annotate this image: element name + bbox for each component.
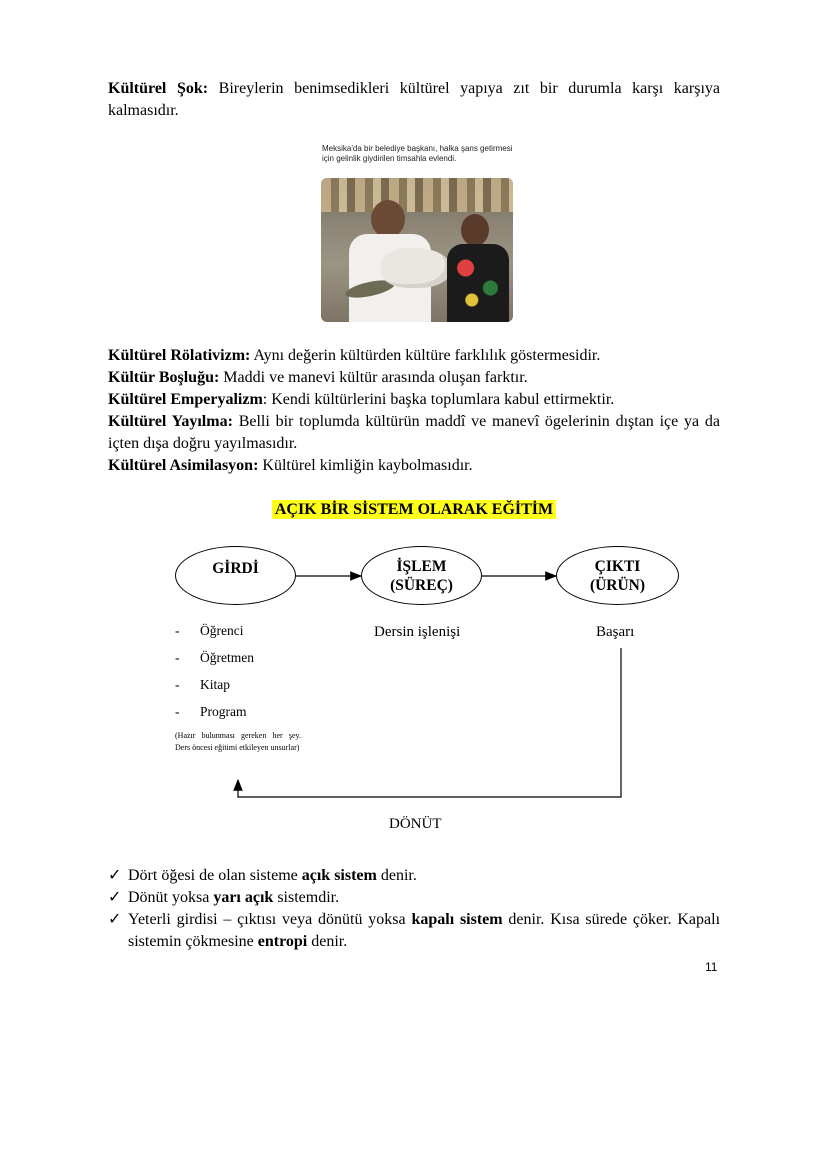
cultural-shock-paragraph: [108, 78, 720, 122]
definition-text: Belli bir toplumda kültürün maddî ve manevî ögelerinin dıştan içe ya da içten dışa doğru yayılmasıdır.: [108, 413, 721, 452]
definition-item: [108, 389, 720, 411]
note-item: ✓ Dönüt yoksa yarı açık sistemdir.: [108, 887, 720, 909]
input-node: [175, 546, 296, 605]
input-list-item: - Program: [175, 704, 247, 719]
feedback-label: DÖNÜT: [389, 816, 442, 832]
section-title: [0, 499, 828, 521]
news-photo-card: [320, 140, 514, 322]
cultural-shock-term: Kültürel Şok:: [108, 80, 209, 97]
cultural-shock-definition: Bireylerin benimsedikleri kültürel yapıya zıt bir durumla karşı karşıya kalmasıdır.: [108, 80, 720, 119]
feedback-loop-line: [238, 648, 621, 797]
definition-item: [108, 345, 720, 367]
check-mark-icon: ✓: [108, 889, 122, 906]
output-node-label: ÇIKTI: [594, 557, 641, 575]
output-description: Başarı: [596, 624, 635, 640]
definitions-block: [108, 345, 720, 477]
output-node-sublabel: (ÜRÜN): [589, 576, 646, 594]
section-title-highlight: AÇIK BİR SİSTEM OLARAK EĞİTİM: [272, 500, 556, 519]
crocodile-in-dress: [381, 248, 451, 288]
mayor-figure-head: [371, 200, 405, 238]
page-number: 11: [705, 960, 718, 974]
note-item: ✓ Yeterli girdisi – çıktısı veya dönütü yoksa kapalı sistem denir. Kısa sürede çöker. Kapalı sistemin çökmesine entropi denir.: [108, 911, 721, 950]
input-node-label: GİRDİ: [212, 560, 259, 577]
input-list-item: - Öğrenci: [175, 623, 244, 638]
note-item: ✓ Dört öğesi de olan sisteme açık sistem denir.: [108, 865, 720, 887]
definition-term: Kültürel Rölativizm:: [108, 347, 251, 364]
news-photo: [321, 178, 513, 322]
definition-term: Kültürel Emperyalizm: [108, 391, 263, 408]
market-roof: [321, 178, 513, 212]
definition-term: Kültür Boşluğu:: [108, 369, 220, 386]
output-node: [556, 546, 679, 605]
definition-text: Kültürel kimliğin kaybolmasıdır.: [258, 457, 473, 474]
definition-item: [108, 367, 720, 389]
check-mark-icon: ✓: [108, 911, 122, 928]
definition-term: Kültürel Asimilasyon:: [108, 457, 259, 474]
woman-figure-body: [447, 244, 509, 322]
input-list-item: - Kitap: [175, 677, 230, 692]
definition-text: : Kendi kültürlerini başka toplumlara kabul ettirmektir.: [262, 391, 615, 408]
woman-figure-head: [461, 214, 489, 246]
input-note: (Hazır bulunması gereken her şey. Ders öncesi eğitimi etkileyen unsurlar): [175, 731, 301, 752]
input-list: [175, 622, 254, 730]
definition-term: Kültürel Yayılma:: [108, 413, 233, 430]
definition-text: Aynı değerin kültürden kültüre farklılık göstermesidir.: [250, 347, 601, 364]
system-notes-list: [108, 865, 720, 953]
definition-item: [108, 411, 720, 455]
process-node-sublabel: (SÜREÇ): [390, 576, 453, 594]
photo-caption: Meksika'da bir belediye başkanı, halka şans getirmesi için gelinlik giydirilen timsahla evlendi.: [322, 144, 513, 163]
definition-text: Maddi ve manevi kültür arasında oluşan farktır.: [219, 369, 528, 386]
process-node-label: İŞLEM: [396, 557, 447, 575]
process-node: [361, 546, 482, 605]
check-mark-icon: ✓: [108, 867, 122, 884]
input-list-item: - Öğretmen: [175, 650, 254, 665]
definition-item: [108, 455, 720, 477]
process-description: Dersin işlenişi: [374, 624, 461, 640]
